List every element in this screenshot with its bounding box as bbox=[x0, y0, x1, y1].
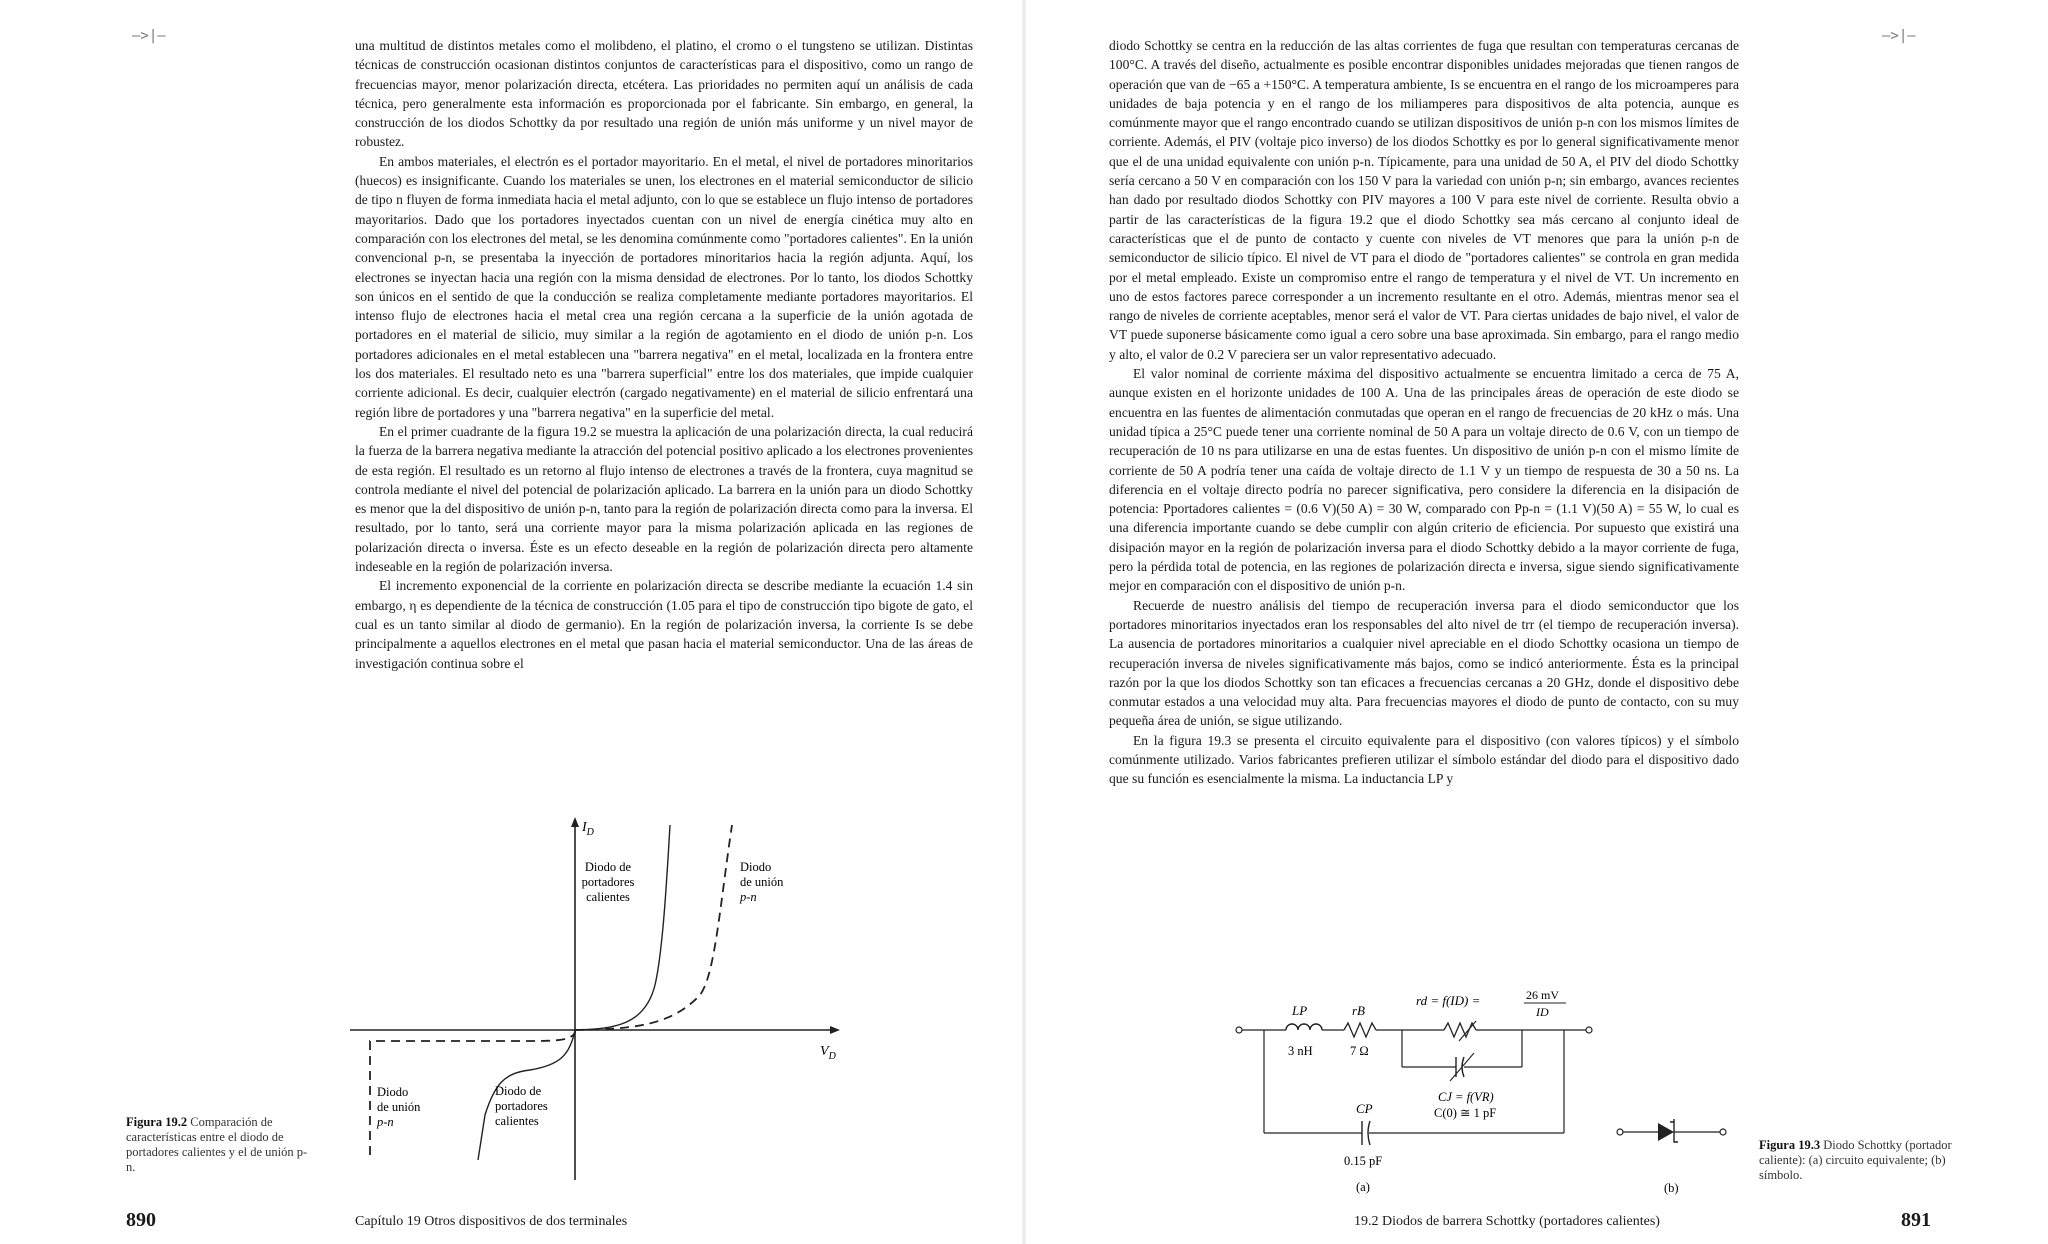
svg-text:Diodo: Diodo bbox=[377, 1085, 409, 1099]
figure-19-3a-equivalent-circuit bbox=[1224, 985, 1644, 1200]
caption-label: Figura 19.2 bbox=[126, 1115, 188, 1129]
label-hot-carrier-forward bbox=[582, 860, 635, 904]
paragraph: En el primer cuadrante de la figura 19.2 se muestra la aplicación de una polarización directa, la cual reducirá la fuerza de la barrera negativa mediante la atracción del potencial positivo aplicado a los electrones provenientes de esta región. El resultado es un retorno al flujo intenso de electrones a través de la frontera, cuya magnitud se controla mediante el nivel del potencial de polarización aplicado. La barrera en la unión para un diodo Schottky es menor que la del dispositivo de unión p-n, tanto para la región de polarización directa como para la inversa. El resultado, por lo tanto, será una corriente mayor para la misma polarización aplicada en las regiones de polarización directa o inversa. Éste es un efecto deseable en la región de polarización directa pero altamente indeseable en la región de polarización inversa. bbox=[355, 423, 973, 575]
cp-value: 0.15 pF bbox=[1344, 1154, 1383, 1168]
label-pn-reverse bbox=[376, 1085, 421, 1129]
cj-expression: CJ = f(VR) bbox=[1438, 1090, 1494, 1104]
paragraph: El valor nominal de corriente máxima del dispositivo actualmente se encuentra limitado a cerca de 75 A, aunque existen en el horizonte unidades de 100 A. Una de las principales áreas de operación de este diodo se encuentra en las fuentes de alimentación conmutadas que operan en el rango de frecuencias de 20 kHz o más. Una unidad típica a 25°C puede tener una corriente nominal de 50 A para un voltaje directo de 0.6 V, con un tiempo de recuperación de 10 ns para utilizarse en una de estas fuentes. Un dispositivo de unión p-n con el mismo límite de corriente de 50 A podría tener una caída de voltaje directo de 1.1 V y un tiempo de respuesta de 30 a 50 ns. La diferencia en el voltaje directo podría no parecer significativa, pero considere la diferencia en la disipación de potencia: Pportadores calientes = (0.6 V)(50 A) = 30 W, comparado con Pp-n = (1.1 V)(50 A) = 55 W, lo cual es una diferencia importante cuando se debe cumplir con algún criterio de eficiencia. Por supuesto que existirá una disipación mayor en la región de polarización inversa para el diodo Schottky debido a la mayor corriente de fuga, pero la pérdida total de potencia, en las regiones de polarización directa e inversa, sigue siendo significativamente mejor en comparación con el dispositivo de unión p-n. bbox=[1109, 366, 1739, 594]
figure-19-2-caption bbox=[126, 1115, 312, 1175]
paragraph: Recuerde de nuestro análisis del tiempo de recuperación inversa para el diodo semiconductor que los portadores minoritarios inyectados eran los responsables del alto nivel de trr (el tiempo de recuperación inversa). La ausencia de portadores minoritarios a cualquier nivel apreciable en el diodo Schottky ocasiona un tiempo de recuperación inversa de niveles significativamente más bajos, como se indicó anteriormente. Ésta es la principal razón por la que los diodos Schottky son tan eficaces a frecuencias cercanas a 20 GHz, donde el dispositivo debe conmutar estados a una velocidad muy alta. Para frecuencias mayores el diodo de punto de contacto, con su muy pequeña área de unión, se sigue utilizando. bbox=[1109, 597, 1739, 729]
terminal-left bbox=[1236, 1027, 1242, 1033]
label-hot-carrier-reverse bbox=[495, 1084, 548, 1128]
paragraph: En ambos materiales, el electrón es el portador mayoritario. En el metal, el nivel de portadores minoritarios (huecos) es insignificante. Cuando los materiales se unen, los electrones en el material semiconductor de silicio de tipo n fluyen de forma inmediata hacia el metal adjunto, con lo que se establece un flujo intenso de portadores mayoritarios. Dado que los portadores inyectados cuentan con un nivel de energía cinética muy alto en comparación con los electrones del metal, se les denomina comúnmente como "portadores calientes". En la unión convencional p-n, se presentaba la inyección de portadores minoritarios hacia la región adjunta. Aquí, los electrones se inyectan hacia una región con la misma densidad de electrones. Por lo tanto, los diodos Schottky son únicos en el sentido de que la conducción se realiza completamente mediante portadores mayoritarios. El intenso flujo de electrones hacia el metal crea una región cercana a la superficie de la unión agotada de portadores en el material de silicio, muy similar a la región de agotamiento en el diodo de unión p-n. Los portadores adicionales en el metal establecen una "barrera negativa" en el metal, localizada en la frontera entre los dos materiales. El resultado neto es una "barrera superficial" entre los dos materiales, que impide cualquier corriente adicional. Es decir, cualquier electrón (cargado negativamente) en el material de silicio enfrentará una región libre de portadores y una "barrera negativa" en la superficie del metal. bbox=[355, 153, 973, 420]
rd-expression: rd = f(ID) = bbox=[1416, 993, 1481, 1008]
pn-forward-curve bbox=[575, 825, 732, 1030]
paragraph: El incremento exponencial de la corriente en polarización directa se describe mediante la ecuación 1.4 sin embargo, η es dependiente de la técnica de construcción (1.05 para el tipo de construcción tipo bigote de gato, el cual es un tanto similar al diodo de germanio). En la región de polarización inversa, la corriente Is se debe principalmente a aquellos electrones en el metal que pasan hacia el material semiconductor. Una de las áreas de investigación continua sobre el bbox=[355, 578, 973, 671]
subfigure-a-label: (a) bbox=[1356, 1180, 1370, 1194]
diode-corner-mark: —>|— bbox=[132, 28, 166, 44]
y-axis-label: $I_D$ bbox=[582, 820, 594, 838]
svg-text:p-n: p-n bbox=[377, 1115, 394, 1129]
symbol-terminal-left bbox=[1617, 1129, 1623, 1135]
svg-text:portadores: portadores bbox=[495, 1099, 548, 1113]
rd-numerator: 26 mV bbox=[1526, 988, 1559, 1002]
caption-text: Comparación de características entre el diodo de portadores calientes y el de unión p-n. bbox=[126, 1115, 308, 1174]
figure-19-3b-symbol bbox=[1614, 1110, 1734, 1205]
rb-value: 7 Ω bbox=[1350, 1044, 1369, 1058]
right-page bbox=[1024, 0, 2048, 1244]
svg-text:de unión: de unión bbox=[377, 1100, 421, 1114]
label-pn-forward bbox=[739, 860, 784, 904]
svg-text:portadores: portadores bbox=[581, 875, 635, 889]
x-axis-label: $V_D$ bbox=[820, 1044, 836, 1062]
rb-label: rB bbox=[1352, 1003, 1365, 1018]
resistor-rd bbox=[1444, 1023, 1476, 1037]
running-head: Capítulo 19 Otros dispositivos de dos terminales bbox=[355, 1214, 628, 1229]
caption-text: Diodo Schottky (portador caliente): (a) circuito equivalente; (b) símbolo. bbox=[1759, 1138, 1952, 1182]
terminal-right bbox=[1586, 1027, 1592, 1033]
figure-19-2-characteristics bbox=[330, 815, 850, 1180]
paragraph: diodo Schottky se centra en la reducción de las altas corrientes de fuga que resultan con temperaturas cercanas de 100°C. A través del diseño, actualmente es posible encontrar disponibles unidades mejoradas que tienen rangos de operación que van de −65 a +150°C. A temperatura ambiente, Is se encuentra en el rango de los microamperes para unidades de baja potencia y en el rango de los miliamperes para dispositivos de alta potencia, aunque es comúnmente mayor que el rango encontrado cuando se utilizan dispositivos de unión p-n con los mismos límites de corriente. Además, el PIV (voltaje pico inverso) de los diodos Schottky es por lo general significativamente menor que el de una unidad equivalente con unión p-n. Típicamente, para una unidad de 50 A, el PIV del diodo Schottky sería cercano a 50 V en comparación con los 150 V para la variedad con unión p-n; sin embargo, avances recientes han dado por resultado diodos Schottky con PIV mayores a 100 V para este nivel de corriente. Resulta obvio a partir de las características de la figura 19.2 que el diodo Schottky sea más cercano al conjunto ideal de características que el de punto de contacto y cuente con niveles de VT menores que para la unión p-n de semiconductor de silicio típico. El nivel de VT para el diodo de "portadores calientes" se controla en gran medida por el metal empleado. Existe un compromiso entre el rango de temperatura y el nivel de VT. Un incremento en uno de estos factores parece corresponder a un incremento resultante en el otro. Además, mientras menor sea el rango de niveles de corriente aceptables, menor será el valor de VT. Para ciertas unidades de bajo nivel, el valor de VT puede suponerse básicamente como igual a cero sobre una base aproximada. Sin embargo, para el rango medio y alto, el valor de 0.2 V pareciera ser un valor representativo adecuado. bbox=[1109, 38, 1739, 362]
svg-text:de unión: de unión bbox=[740, 875, 784, 889]
resistor-rb bbox=[1344, 1023, 1376, 1037]
running-head: 19.2 Diodos de barrera Schottky (portadores calientes) bbox=[1354, 1214, 1660, 1229]
inductor-lp bbox=[1286, 1024, 1322, 1030]
hot-carrier-forward-curve bbox=[575, 825, 670, 1030]
svg-text:calientes: calientes bbox=[495, 1114, 539, 1128]
svg-text:Diodo de: Diodo de bbox=[495, 1084, 542, 1098]
y-axis-arrow bbox=[571, 817, 579, 827]
left-body-text bbox=[355, 36, 973, 673]
paragraph: En la figura 19.3 se presenta el circuito equivalente para el dispositivo (con valores típicos) y el símbolo comúnmente utilizado. Varios fabricantes prefieren utilizar el símbolo estándar del diodo para el dispositivo dado que su función es esencialmente la misma. La inductancia LP y bbox=[1109, 732, 1739, 787]
diode-corner-mark: —>|— bbox=[1882, 28, 1916, 44]
svg-text:Diodo: Diodo bbox=[740, 860, 772, 874]
page-number: 891 bbox=[1901, 1209, 1931, 1231]
svg-text:p-n: p-n bbox=[740, 890, 757, 904]
figure-19-3-caption bbox=[1759, 1138, 1959, 1183]
symbol-terminal-right bbox=[1720, 1129, 1726, 1135]
svg-text:Diodo de: Diodo de bbox=[584, 860, 632, 874]
right-body-text bbox=[1109, 36, 1739, 789]
cj-zero-value: C(0) ≅ 1 pF bbox=[1434, 1106, 1497, 1120]
cp-label: CP bbox=[1356, 1101, 1373, 1116]
schottky-diode-triangle bbox=[1658, 1123, 1674, 1141]
lp-value: 3 nH bbox=[1288, 1044, 1313, 1058]
rd-denominator: ID bbox=[1536, 1005, 1549, 1019]
paragraph: una multitud de distintos metales como el molibdeno, el platino, el cromo o el tungsteno se utilizan. Distintas técnicas de construcción ocasionan distintos conjuntos de características para el dispositivo, como un rango de frecuencias mayor, menor polarización directa, etcétera. Las prioridades no permiten aquí un análisis de cada técnica, pero generalmente esta información es proporcionada por el fabricante. Sin embargo, en general, la construcción de los diodos Schottky da por resultado una región de unión más uniforme y un nivel mayor de robustez. bbox=[355, 38, 973, 150]
subfigure-b-label: (b) bbox=[1664, 1181, 1679, 1195]
svg-text:calientes: calientes bbox=[586, 890, 630, 904]
caption-label: Figura 19.3 bbox=[1759, 1138, 1821, 1152]
lp-label: LP bbox=[1292, 1003, 1308, 1018]
page-number: 890 bbox=[126, 1209, 156, 1231]
x-axis-arrow bbox=[830, 1026, 840, 1034]
